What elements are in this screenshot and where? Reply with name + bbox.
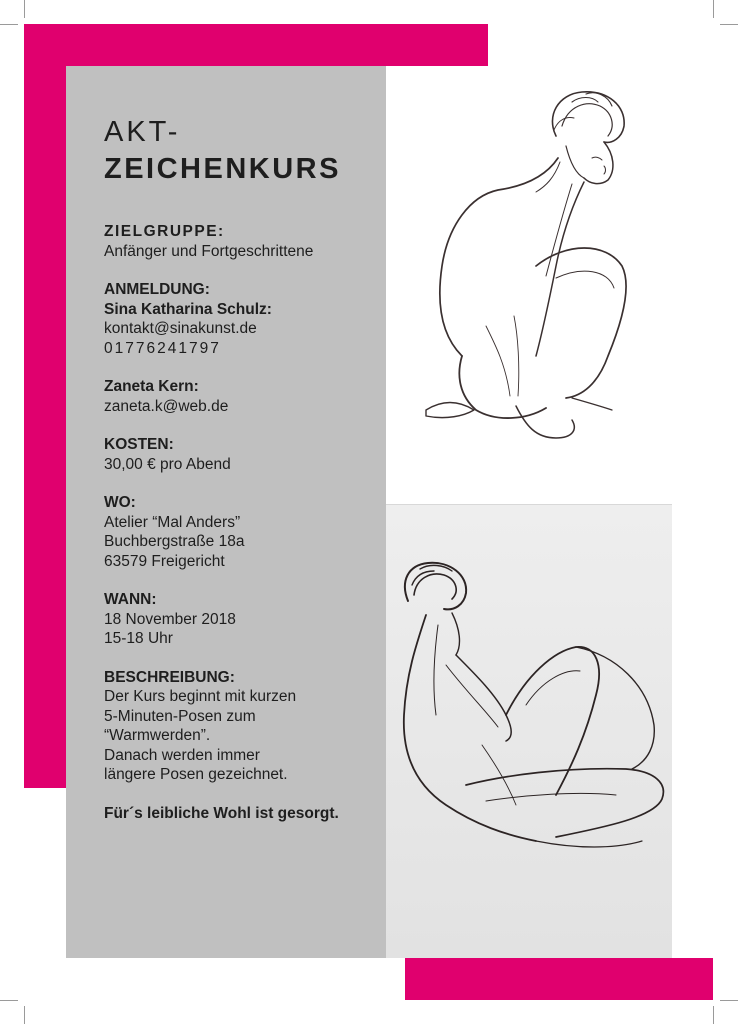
wo-line: Atelier “Mal Anders” <box>104 513 241 531</box>
beschreibung-line: Der Kurs beginnt mit kurzen <box>104 688 297 705</box>
zielgruppe-heading: ZIELGRUPPE: <box>104 223 225 240</box>
beschreibung-line: Danach werden immer <box>104 746 260 764</box>
section-zielgruppe <box>104 222 374 261</box>
wo-line: 63579 Freigericht <box>104 552 225 570</box>
contact2-name: Zaneta Kern: <box>104 378 199 395</box>
kosten-text: 30,00 € pro Abend <box>104 455 231 473</box>
title-line-1: AKT- <box>104 116 181 148</box>
page-title <box>104 114 374 188</box>
crop-mark <box>0 24 18 25</box>
section-contact2 <box>104 377 374 416</box>
contact1-name: Sina Katharina Schulz: <box>104 300 272 318</box>
closing-note: Für´s leibliche Wohl ist gesorgt. <box>104 804 339 822</box>
contact2-email: zaneta.k@web.de <box>104 397 229 415</box>
section-wann <box>104 590 374 649</box>
crop-mark <box>720 1000 738 1001</box>
contact1-phone: 01776241797 <box>104 339 221 357</box>
beschreibung-heading: BESCHREIBUNG: <box>104 668 235 686</box>
crop-mark <box>0 1000 18 1001</box>
wo-heading: WO: <box>104 494 136 511</box>
section-kosten <box>104 435 374 474</box>
title-line-2: ZEICHENKURS <box>104 153 341 185</box>
accent-block-bottom <box>405 958 713 1000</box>
crop-mark <box>24 0 25 18</box>
section-beschreibung <box>104 668 374 785</box>
crop-mark <box>713 0 714 18</box>
kosten-heading: KOSTEN: <box>104 436 174 453</box>
section-anmeldung <box>104 280 374 358</box>
contact1-email: kontakt@sinakunst.de <box>104 320 257 337</box>
zielgruppe-text: Anfänger und Fortgeschrittene <box>104 242 314 260</box>
wann-heading: WANN: <box>104 591 157 608</box>
sketch-seated-figure <box>386 505 672 958</box>
wann-line: 18 November 2018 <box>104 610 236 628</box>
anmeldung-heading: ANMELDUNG: <box>104 281 210 298</box>
crop-mark <box>24 1006 25 1024</box>
crop-mark <box>720 24 738 25</box>
beschreibung-line: “Warmwerden”. <box>104 727 211 744</box>
crop-mark <box>713 1006 714 1024</box>
beschreibung-line: 5-Minuten-Posen zum <box>104 707 256 725</box>
wo-line: Buchbergstraße 18a <box>104 533 245 550</box>
wann-line: 15-18 Uhr <box>104 630 173 647</box>
beschreibung-line: längere Posen gezeichnet. <box>104 766 288 783</box>
section-wo <box>104 493 374 571</box>
sketch-crouching-figure <box>386 66 672 505</box>
flyer-content <box>104 114 374 823</box>
